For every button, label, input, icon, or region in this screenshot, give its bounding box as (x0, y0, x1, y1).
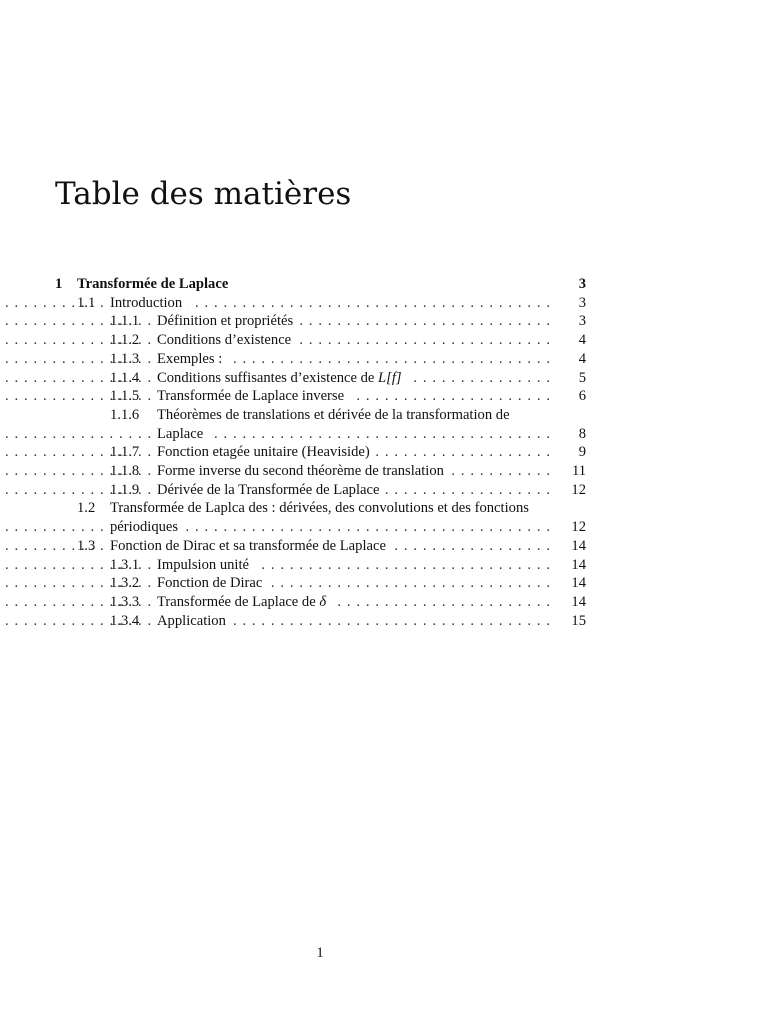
toc-title (110, 538, 392, 554)
toc-title-text: Introduction (110, 294, 183, 311)
toc-number: 1.1.3 (110, 350, 140, 367)
toc-page-number: 14 (571, 593, 586, 610)
toc-page-number: 14 (571, 537, 586, 554)
toc-number: 1.1 (77, 294, 96, 311)
toc-number: 1.3.2 (110, 575, 140, 592)
page-number: 1 (316, 945, 324, 961)
toc-title-text: Conditions suffisantes d’existence de (157, 369, 375, 386)
toc-title-text: Impulsion unité (157, 556, 250, 573)
toc-number: 1.1.9 (110, 481, 140, 498)
toc-entries (55, 294, 586, 631)
toc-title (110, 295, 188, 311)
table-of-contents (55, 275, 586, 630)
toc-page-number: 3 (578, 276, 586, 292)
toc-title (157, 613, 232, 629)
toc-number: 1.1.8 (110, 463, 140, 480)
toc-page-number: 4 (578, 332, 586, 349)
toc-title-text: Fonction de Dirac et sa transformée de Laplace (110, 537, 386, 554)
toc-leader-dots (0, 518, 550, 537)
toc-title-text: Forme inverse du second théorème de translation (157, 463, 444, 480)
toc-entry-1-3-4[interactable] (55, 612, 586, 631)
toc-number: 1.1.5 (110, 388, 140, 405)
toc-leader-dots (0, 294, 550, 313)
toc-page-number: 8 (578, 425, 586, 442)
toc-title (157, 594, 332, 610)
toc-entry-1-1-2[interactable] (55, 331, 586, 350)
toc-page-number: 6 (578, 388, 586, 405)
toc-entry-1-2[interactable] (55, 499, 586, 536)
toc-entry-1-1-3[interactable] (55, 350, 586, 369)
toc-title-text: Fonction etagée unitaire (Heaviside) (157, 444, 370, 461)
toc-entry-1-1-6[interactable] (55, 406, 586, 443)
toc-leader-dots (0, 612, 550, 631)
toc-math: δ (319, 593, 327, 610)
toc-title-text: Application (157, 612, 226, 629)
toc-entry-1-3[interactable] (55, 537, 586, 556)
toc-number: 1.3 (77, 537, 96, 554)
toc-entry-1-1-4[interactable] (55, 369, 586, 388)
toc-title (157, 313, 299, 329)
toc-title (157, 444, 376, 460)
toc-title (157, 463, 450, 479)
toc-number: 1.3.1 (110, 556, 140, 573)
toc-entry-1-1-1[interactable] (55, 312, 586, 331)
toc-entry-1-3-2[interactable] (55, 574, 586, 593)
toc-entry-1-1-9[interactable] (55, 481, 586, 500)
toc-page-number: 3 (578, 294, 586, 311)
toc-number: 1.2 (77, 500, 96, 517)
toc-title (157, 332, 297, 348)
toc-number: 1.1.7 (110, 444, 140, 461)
toc-title-text: Fonction de Dirac (157, 575, 263, 592)
toc-page-number: 9 (578, 444, 586, 461)
toc-page-number: 11 (571, 463, 586, 480)
toc-title (157, 575, 268, 591)
toc-title-text: Théorèmes de translations et dérivée de la transformation de Laplace (157, 406, 510, 442)
toc-title-text: Dérivée de la Transformée de Laplace (157, 481, 380, 498)
toc-number: 1.1.2 (110, 332, 140, 349)
toc-title-text: Transformée de Laplace inverse (157, 388, 345, 405)
toc-leader-dots (0, 556, 550, 575)
toc-title-text: Exemples : (157, 350, 223, 367)
toc-leader-dots (0, 574, 550, 593)
toc-entry-1-1-5[interactable] (55, 387, 586, 406)
toc-number: 1.3.3 (110, 593, 140, 610)
toc-title (157, 557, 255, 573)
toc-page-number: 12 (571, 519, 586, 536)
toc-entry-1-3-1[interactable] (55, 556, 586, 575)
toc-page-number: 4 (578, 350, 586, 367)
toc-entry-1-1-8[interactable] (55, 462, 586, 481)
toc-title-text: Définition et propriétés (157, 313, 294, 330)
toc-title-text: Transformée de Laplca des : dérivées, des convolutions et des fonctions périodiques (110, 500, 529, 536)
toc-entry-1-1-7[interactable] (55, 443, 586, 462)
toc-title-text: Transformée de Laplace de (157, 593, 316, 610)
toc-title: Transformée de Laplace (77, 276, 234, 292)
toc-number: 1.3.4 (110, 612, 140, 629)
toc-number: 1 (55, 276, 63, 292)
toc-title (157, 388, 350, 404)
page-title: Table des matières (55, 176, 352, 212)
toc-page-number: 15 (571, 612, 586, 629)
toc-number: 1.1.4 (110, 369, 140, 386)
toc-title (157, 482, 385, 498)
toc-page-number: 14 (571, 575, 586, 592)
toc-number: 1.1.1 (110, 313, 140, 330)
toc-chapter-1[interactable] (55, 275, 586, 294)
toc-number: 1.1.6 (110, 406, 140, 423)
toc-math: L[f] (378, 369, 402, 386)
toc-entry-1-1[interactable] (55, 294, 586, 313)
toc-page-number: 5 (578, 369, 586, 386)
toc-leader-dots (0, 350, 550, 369)
toc-page-number: 14 (571, 556, 586, 573)
toc-title (157, 370, 408, 386)
toc-title-text: Conditions d’existence (157, 332, 292, 349)
toc-page-number: 12 (571, 481, 586, 498)
toc-entry-1-3-3[interactable] (55, 593, 586, 612)
toc-title (157, 351, 228, 367)
toc-leader-dots (0, 425, 550, 444)
toc-page-number: 3 (578, 313, 586, 330)
